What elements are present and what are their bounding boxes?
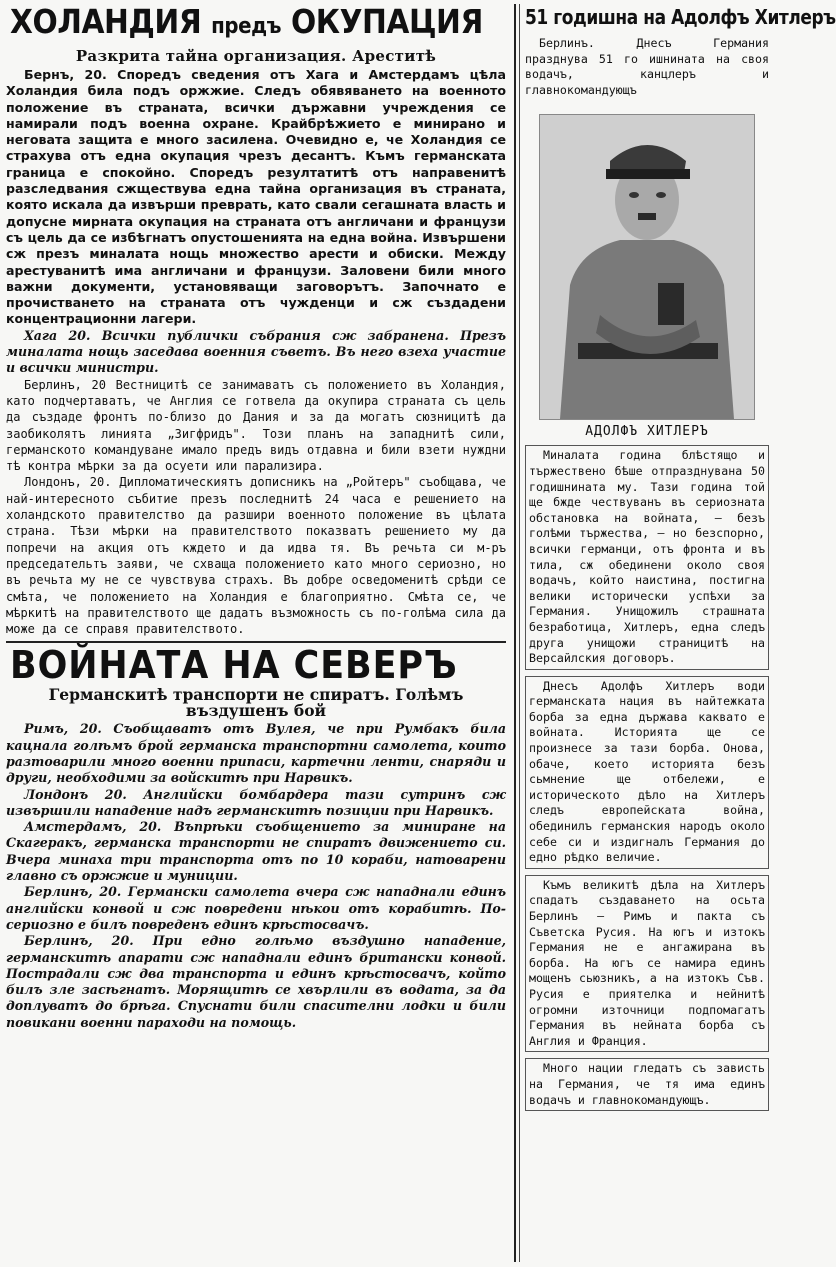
portrait-photo [539,114,755,420]
article-box [525,1058,769,1111]
headline-word-1: ХОЛАНДИЯ [10,2,202,41]
portrait-illustration [540,115,754,419]
lead-paragraph: Берлинъ. Днесъ Германия празднува 51 го ишнината на своя водачъ, канцлеръ и главнокомандующъ [525,36,769,97]
article-box [525,445,769,669]
subheadline-holland: Разкрита тайна организация. Ареститѣ [75,47,437,65]
article-box [525,875,769,1053]
article-paragraph: Берлинъ, 20 Вестницитѣ се занимаватъ съ положението въ Холандия, като подчертаватъ, че Англия се готвела да окупира страната съ цель да създаде фронтъ по-близо до Дания и за да могатъ сюзницитѣ да заобиколятъ линията „Зигфридъ". Този планъ на западнитѣ сили, германското командуване имало предъ видъ отдавна и били взети нуждни тѣ контра мѣрки за да осуети или парализира. [6,377,506,474]
article-paragraph: Амстердамъ, 20. Въпрѣки съобщението за миниране на Скагеракъ, германска транспорти не спиратъ движението си. Вчера минаха три транспорта отъ по 10 кораби, натоварени главно съ оржжие и муниции. [6,819,506,884]
article-paragraph: Миналата година блѣстящо и тържествено бѣше отпразднувана 50 годишнината му. Тази година той ще бжде чествуванъ въ сериозната обстановка на войната, — безъ голѣми тържества, — но безспорно, всички германци, отъ фронта и въ тила, сж обединени около своя водачъ, който наистина, постигна велики исторически успѣхи за Германия. Унищожилъ страшната безработица, Хитлеръ, една следъ друга унищожи страницитѣ на Версайлския договоръ. [529,448,765,666]
right-column [525,4,836,1262]
column-divider [514,4,516,1262]
headline-word-2: ОКУПАЦИЯ [290,2,483,41]
left-column [6,4,506,1262]
headline-war-north: ВОЙНАТА НА СЕВЕРЪ [10,643,458,688]
article-paragraph: Берлинъ, 20. При едно голѣмо въздушно нападение, германскитѣ апарати сж нападнали единъ британски конвой. Пострадали сж два транспорта и единъ крѣстосвачъ, който билъ зле засѣгнатъ. Морящитѣ се хвърлили въ водата, за да доплуватъ до брѣга. Спуснати били спасителни лодки и били повикани военни параходи на помощь. [6,933,506,1030]
article-paragraph: Бернъ, 20. Споредъ сведения отъ Хага и Амстердамъ цѣла Холандия била подъ оржжие. Следъ обявяването на военното положение въ страната, всички държавни учреждения се намирали подъ военна охране. Крайбрѣжието е минирано и неговата защита е много засилена. Очевидно е, че Холандия се страхува отъ една окупация чрезъ десантъ. Къмъ германската граница е спокойно. Споредъ резултатитѣ отъ направенитѣ разследвания сжществува една тайна организация въ страната, която искала да извърши преврать, като свали сегашната власть и допусне мирната окупация на страната отъ англичани и французи съ цель да се избѣгнатъ опустошенията на една война. Извършени сж презъ миналата нощь множество арести и обиски. Между арестуванитѣ има англичани и французи. Заловени били много важни документи, установяващи заговорътъ. Започнато е прочистването на страната отъ чужденци и сж създадени концентрационни лагери. [6,67,506,327]
headline-word-small: предъ [211,14,282,39]
article-paragraph: Много нации гледатъ съ зависть на Германия, че тя има единъ водачъ и главнокомандующъ. [529,1061,765,1107]
article-paragraph: Лондонъ 20. Английски бомбардера тази сутринъ сж извършили нападение надъ германскитѣ позиции при Нарвикъ. [6,786,506,818]
subheadline-war-north: Германскитѣ транспорти не спиратъ. Голѣмъ въздушенъ бой [48,685,464,721]
headline-birthday: 51 годишна на Адолфъ Хитлеръ [525,5,836,29]
headline-holland [10,2,483,45]
photo-caption: АДОЛФЪ ХИТЛЕРЪ [585,424,709,440]
article-paragraph: Къмъ великитѣ дѣла на Хитлеръ спадатъ създаването на осьта Берлинъ — Римъ и пакта съ Съветска Русия. На югъ и изтокъ Германия не е ангажирана въ борба. На югъ се намира единъ мощенъ сьюзникъ, а на изтокъ Съв. Русия е приятелка и нейнитѣ огромни източници подпомагатъ Германия въ нейната борба съ Англия и Франция. [529,877,765,1048]
article-paragraph: Хага 20. Всички публички събрания сж забранена. Презъ миналата нощь заседава военния съветъ. Въ него взеха участие и всички министри. [6,327,506,376]
article-paragraph: Лондонъ, 20. Дипломатическиятъ дописникъ на „Ройтеръ" съобщава, че най-интересното събитие презъ последнитѣ 24 часа е решението на холандското правителство да разшири военното положение въ цѣлата страна. Тѣзи мѣрки на правителството показватъ решението му да попречи на акция отъ кждето и да идва тя. Въ речьта си м-ръ председательтъ заяви, че схваща положението като много сериозно, но въ речьта му не се чувствува страхъ. Въ добре осведоменитѣ срѣди се смѣта, че положението на Холандия е благоприятно. Смѣта се, че мѣркитѣ на правителството ще дадатъ възможность съ по-голѣма сила да може да се справя правителството. [6,475,506,637]
article-box [525,676,769,869]
column-divider-thin [519,4,520,1262]
article-paragraph: Римъ, 20. Съобщаватъ отъ Вулея, че при Румбакъ била кацнала голѣмъ брой германска транспортни самолета, които разтоварили много военни припаси, картечни ленти, снаряди и други, необходими за войскитѣ при Нарвикъ. [6,721,506,786]
article-paragraph: Днесъ Адолфъ Хитлеръ води германската нация въ найтежката борба за една държава каквато е войната. Историята ще се произнесе за тази борба. Онова, обаче, което историята безъ сьмнение ще отбележи, е историческото дѣло на Хитлеръ следъ европейската война, обединилъ германския народъ около себе си и издигналъ Германия до едно рѣдко величие. [529,678,765,865]
article-paragraph: Берлинъ, 20. Германски самолета вчера сж нападнали единъ английски конвой и сж повредени нѣкои отъ корабитѣ. По-сериозно е билъ повреденъ единъ крѣстосвачъ. [6,884,506,932]
